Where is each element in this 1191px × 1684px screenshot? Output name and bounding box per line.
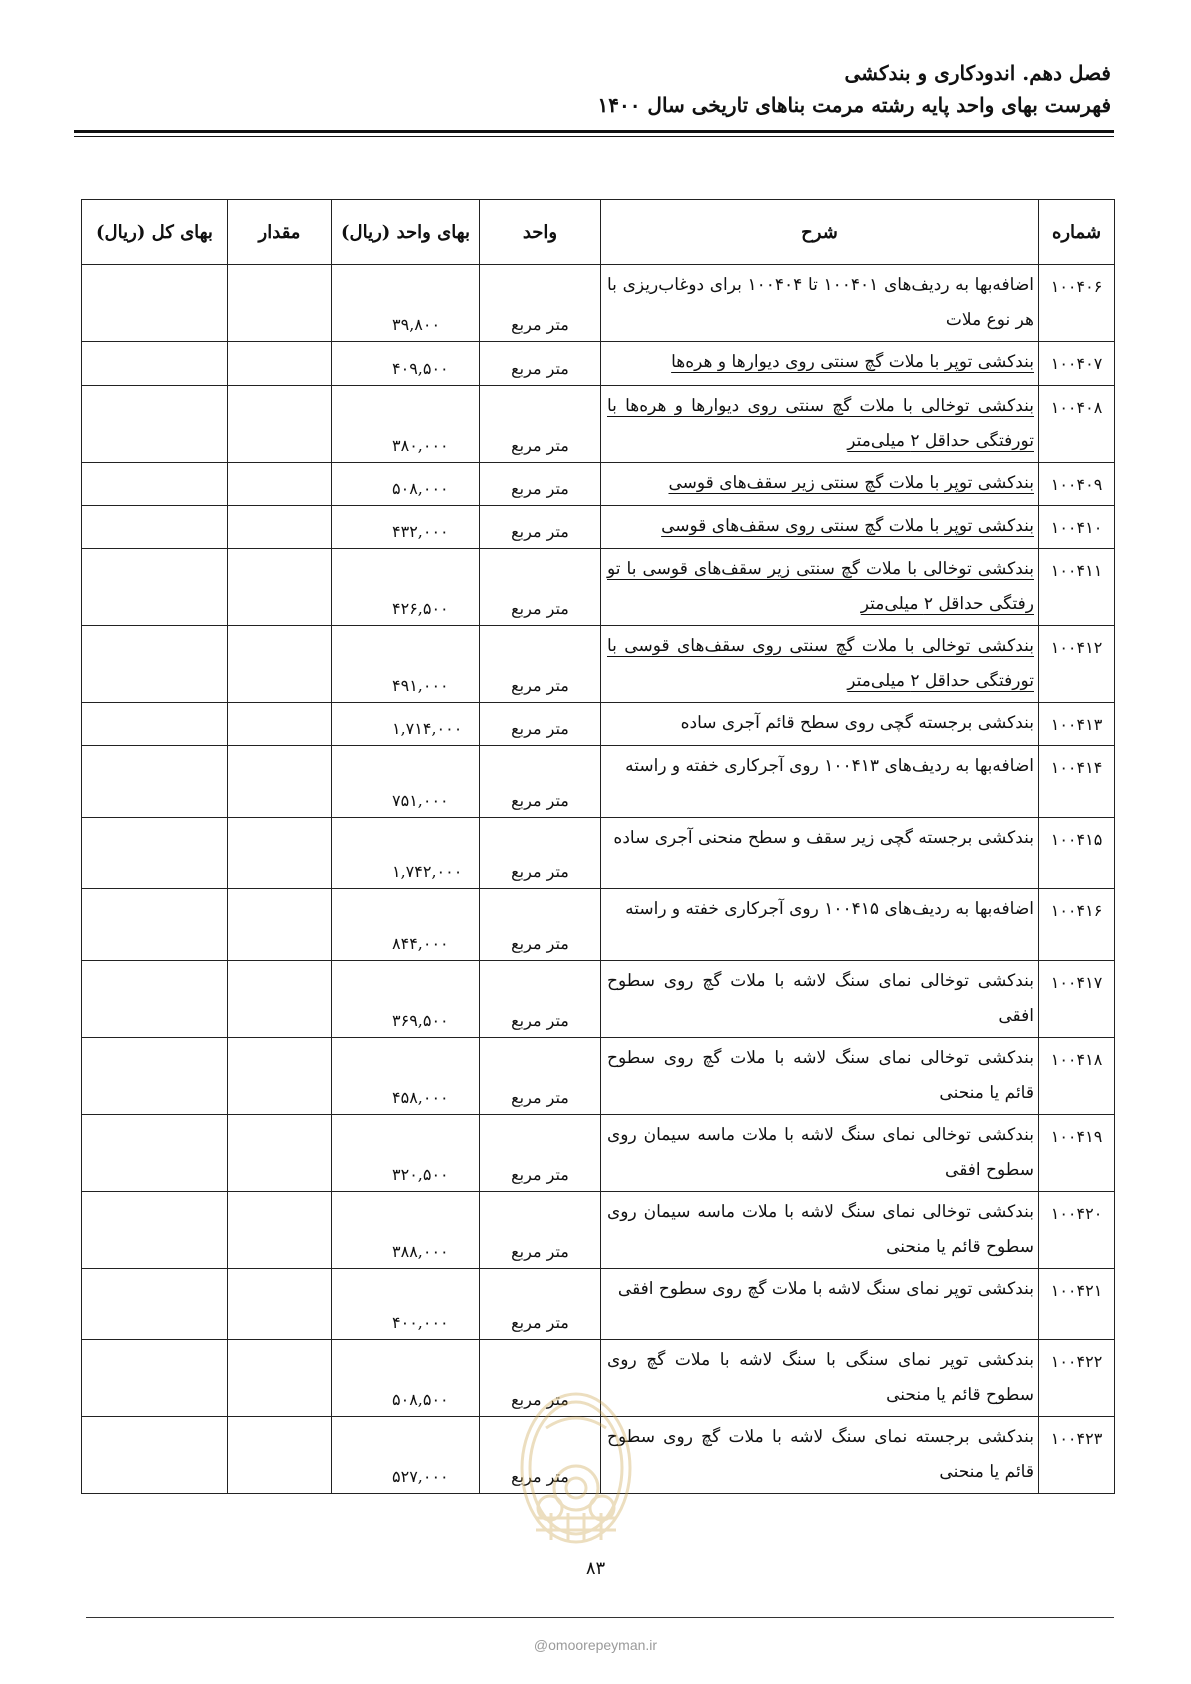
item-quantity bbox=[228, 1192, 332, 1269]
item-total-price bbox=[82, 549, 228, 626]
item-unit-price: ۴۳۲,۰۰۰ bbox=[332, 506, 480, 549]
item-description: بندکشی توپر با ملات گچ سنتی روی سقف‌های قوسی bbox=[601, 506, 1039, 549]
item-description: بندکشی توخالی نمای سنگ لاشه با ملات گچ روی سطوح قائم یا منحنی bbox=[601, 1038, 1039, 1115]
footer-rule bbox=[86, 1617, 1114, 1618]
item-quantity bbox=[228, 703, 332, 746]
item-description: بندکشی توخالی با ملات گچ سنتی روی سقف‌های قوسی با تورفتگی حداقل ۲ میلی‌متر bbox=[601, 626, 1039, 703]
item-total-price bbox=[82, 342, 228, 386]
item-description: بندکشی توخالی نمای سنگ لاشه با ملات ماسه سیمان روی سطوح افقی bbox=[601, 1115, 1039, 1192]
item-unit-price: ۴۹۱,۰۰۰ bbox=[332, 626, 480, 703]
col-header-quantity: مقدار bbox=[228, 200, 332, 265]
document-subtitle: فهرست بهای واحد پایه رشته مرمت بناهای تاریخی سال ۱۴۰۰ bbox=[597, 93, 1111, 117]
col-header-number: شماره bbox=[1039, 200, 1115, 265]
item-unit: متر مربع bbox=[480, 1192, 601, 1269]
item-unit: متر مربع bbox=[480, 1115, 601, 1192]
item-unit-price: ۵۰۸,۰۰۰ bbox=[332, 463, 480, 506]
item-number: ۱۰۰۴۰۶ bbox=[1039, 265, 1115, 342]
watermark-logo-icon bbox=[516, 1388, 636, 1548]
item-unit-price: ۱,۷۴۲,۰۰۰ bbox=[332, 818, 480, 889]
item-number: ۱۰۰۴۲۱ bbox=[1039, 1269, 1115, 1340]
item-number: ۱۰۰۴۱۴ bbox=[1039, 746, 1115, 818]
item-unit-price: ۷۵۱,۰۰۰ bbox=[332, 746, 480, 818]
col-header-description: شرح bbox=[601, 200, 1039, 265]
item-unit: متر مربع bbox=[480, 463, 601, 506]
item-unit: متر مربع bbox=[480, 703, 601, 746]
item-quantity bbox=[228, 1038, 332, 1115]
item-description: بندکشی توپر با ملات گچ سنتی زیر سقف‌های قوسی bbox=[601, 463, 1039, 506]
table-row bbox=[82, 1115, 1115, 1192]
item-description: بندکشی برجسته نمای سنگ لاشه با ملات گچ روی سطوح قائم یا منحنی bbox=[601, 1417, 1039, 1494]
item-description: بندکشی برجسته گچی زیر سقف و سطح منحنی آجری ساده bbox=[601, 818, 1039, 889]
item-number: ۱۰۰۴۲۰ bbox=[1039, 1192, 1115, 1269]
item-quantity bbox=[228, 386, 332, 463]
item-unit: متر مربع bbox=[480, 265, 601, 342]
item-number: ۱۰۰۴۱۰ bbox=[1039, 506, 1115, 549]
item-unit-price: ۴۰۹,۵۰۰ bbox=[332, 342, 480, 386]
item-quantity bbox=[228, 506, 332, 549]
chapter-title: فصل دهم. اندودکاری و بندکشی bbox=[844, 61, 1111, 85]
item-number: ۱۰۰۴۱۱ bbox=[1039, 549, 1115, 626]
table-row bbox=[82, 386, 1115, 463]
item-quantity bbox=[228, 549, 332, 626]
item-description: بندکشی توپر نمای سنگی با سنگ لاشه با ملات گچ روی سطوح قائم یا منحنی bbox=[601, 1340, 1039, 1417]
item-unit: متر مربع bbox=[480, 818, 601, 889]
item-unit-price: ۴۲۶,۵۰۰ bbox=[332, 549, 480, 626]
item-description: بندکشی توخالی با ملات گچ سنتی زیر سقف‌های قوسی با تو رفتگی حداقل ۲ میلی‌متر bbox=[601, 549, 1039, 626]
item-description: بندکشی برجسته گچی روی سطح قائم آجری ساده bbox=[601, 703, 1039, 746]
item-total-price bbox=[82, 506, 228, 549]
item-total-price bbox=[82, 1417, 228, 1494]
item-total-price bbox=[82, 265, 228, 342]
item-total-price bbox=[82, 1115, 228, 1192]
table-row bbox=[82, 1038, 1115, 1115]
table-row bbox=[82, 549, 1115, 626]
item-number: ۱۰۰۴۱۸ bbox=[1039, 1038, 1115, 1115]
item-quantity bbox=[228, 746, 332, 818]
item-total-price bbox=[82, 818, 228, 889]
table-header-row bbox=[82, 200, 1115, 265]
item-quantity bbox=[228, 961, 332, 1038]
item-quantity bbox=[228, 342, 332, 386]
table-row bbox=[82, 265, 1115, 342]
item-number: ۱۰۰۴۰۸ bbox=[1039, 386, 1115, 463]
col-header-unit-price: بهای واحد (ریال) bbox=[332, 200, 480, 265]
header-rule-thin bbox=[74, 136, 1114, 137]
item-description: بندکشی توخالی نمای سنگ لاشه با ملات گچ روی سطوح افقی bbox=[601, 961, 1039, 1038]
item-unit: متر مربع bbox=[480, 889, 601, 961]
item-number: ۱۰۰۴۲۲ bbox=[1039, 1340, 1115, 1417]
item-total-price bbox=[82, 889, 228, 961]
item-quantity bbox=[228, 1417, 332, 1494]
item-number: ۱۰۰۴۲۳ bbox=[1039, 1417, 1115, 1494]
item-description: بندکشی توخالی نمای سنگ لاشه با ملات ماسه سیمان روی سطوح قائم یا منحنی bbox=[601, 1192, 1039, 1269]
item-unit-price: ۵۲۷,۰۰۰ bbox=[332, 1417, 480, 1494]
table-row bbox=[82, 889, 1115, 961]
item-quantity bbox=[228, 626, 332, 703]
item-total-price bbox=[82, 1192, 228, 1269]
item-description: بندکشی توخالی با ملات گچ سنتی روی دیوارها و هره‌ها با تورفتگی حداقل ۲ میلی‌متر bbox=[601, 386, 1039, 463]
item-number: ۱۰۰۴۱۳ bbox=[1039, 703, 1115, 746]
item-number: ۱۰۰۴۱۶ bbox=[1039, 889, 1115, 961]
item-total-price bbox=[82, 703, 228, 746]
item-description: بندکشی توپر با ملات گچ سنتی روی دیوارها و هره‌ها bbox=[601, 342, 1039, 386]
col-header-unit: واحد bbox=[480, 200, 601, 265]
item-unit-price: ۸۴۴,۰۰۰ bbox=[332, 889, 480, 961]
item-unit-price: ۳۹,۸۰۰ bbox=[332, 265, 480, 342]
item-total-price bbox=[82, 463, 228, 506]
item-total-price bbox=[82, 961, 228, 1038]
item-number: ۱۰۰۴۱۹ bbox=[1039, 1115, 1115, 1192]
table-row bbox=[82, 703, 1115, 746]
item-number: ۱۰۰۴۰۹ bbox=[1039, 463, 1115, 506]
item-unit-price: ۳۸۸,۰۰۰ bbox=[332, 1192, 480, 1269]
col-header-total-price: بهای کل (ریال) bbox=[82, 200, 228, 265]
item-total-price bbox=[82, 1269, 228, 1340]
item-unit-price: ۳۸۰,۰۰۰ bbox=[332, 386, 480, 463]
price-list-table bbox=[81, 199, 1115, 1494]
item-unit: متر مربع bbox=[480, 961, 601, 1038]
table-row bbox=[82, 463, 1115, 506]
item-quantity bbox=[228, 1340, 332, 1417]
item-total-price bbox=[82, 1340, 228, 1417]
item-unit-price: ۱,۷۱۴,۰۰۰ bbox=[332, 703, 480, 746]
page-header bbox=[71, 58, 1111, 122]
item-description: اضافه‌بها به ردیف‌های ۱۰۰۴۱۵ روی آجرکاری خفته و راسته bbox=[601, 889, 1039, 961]
item-unit: متر مربع bbox=[480, 1340, 601, 1417]
item-unit: متر مربع bbox=[480, 342, 601, 386]
item-unit: متر مربع bbox=[480, 746, 601, 818]
item-unit: متر مربع bbox=[480, 1417, 601, 1494]
item-number: ۱۰۰۴۱۵ bbox=[1039, 818, 1115, 889]
item-unit: متر مربع bbox=[480, 386, 601, 463]
page-number: ۸۳ bbox=[585, 1558, 606, 1579]
table-row bbox=[82, 818, 1115, 889]
header-rule-thick bbox=[74, 130, 1114, 133]
item-total-price bbox=[82, 626, 228, 703]
website-watermark: @omoorepeyman.ir bbox=[533, 1637, 658, 1653]
table-row bbox=[82, 746, 1115, 818]
item-unit-price: ۳۲۰,۵۰۰ bbox=[332, 1115, 480, 1192]
item-description: اضافه‌بها به ردیف‌های ۱۰۰۴۱۳ روی آجرکاری خفته و راسته bbox=[601, 746, 1039, 818]
item-unit-price: ۴۰۰,۰۰۰ bbox=[332, 1269, 480, 1340]
item-number: ۱۰۰۴۱۷ bbox=[1039, 961, 1115, 1038]
table-row bbox=[82, 342, 1115, 386]
item-quantity bbox=[228, 1269, 332, 1340]
item-quantity bbox=[228, 463, 332, 506]
item-unit: متر مربع bbox=[480, 626, 601, 703]
item-unit-price: ۵۰۸,۵۰۰ bbox=[332, 1340, 480, 1417]
item-unit: متر مربع bbox=[480, 1038, 601, 1115]
item-quantity bbox=[228, 1115, 332, 1192]
item-total-price bbox=[82, 1038, 228, 1115]
item-total-price bbox=[82, 746, 228, 818]
table-row bbox=[82, 1192, 1115, 1269]
item-quantity bbox=[228, 265, 332, 342]
item-number: ۱۰۰۴۱۲ bbox=[1039, 626, 1115, 703]
item-unit-price: ۳۶۹,۵۰۰ bbox=[332, 961, 480, 1038]
item-quantity bbox=[228, 818, 332, 889]
table-row bbox=[82, 626, 1115, 703]
item-description: بندکشی توپر نمای سنگ لاشه با ملات گچ روی سطوح افقی bbox=[601, 1269, 1039, 1340]
item-unit-price: ۴۵۸,۰۰۰ bbox=[332, 1038, 480, 1115]
item-total-price bbox=[82, 386, 228, 463]
table-row bbox=[82, 506, 1115, 549]
item-unit: متر مربع bbox=[480, 1269, 601, 1340]
item-number: ۱۰۰۴۰۷ bbox=[1039, 342, 1115, 386]
table-row bbox=[82, 961, 1115, 1038]
item-unit: متر مربع bbox=[480, 506, 601, 549]
item-unit: متر مربع bbox=[480, 549, 601, 626]
item-quantity bbox=[228, 889, 332, 961]
item-description: اضافه‌بها به ردیف‌های ۱۰۰۴۰۱ تا ۱۰۰۴۰۴ برای دوغاب‌ریزی با هر نوع ملات bbox=[601, 265, 1039, 342]
table-row bbox=[82, 1269, 1115, 1340]
